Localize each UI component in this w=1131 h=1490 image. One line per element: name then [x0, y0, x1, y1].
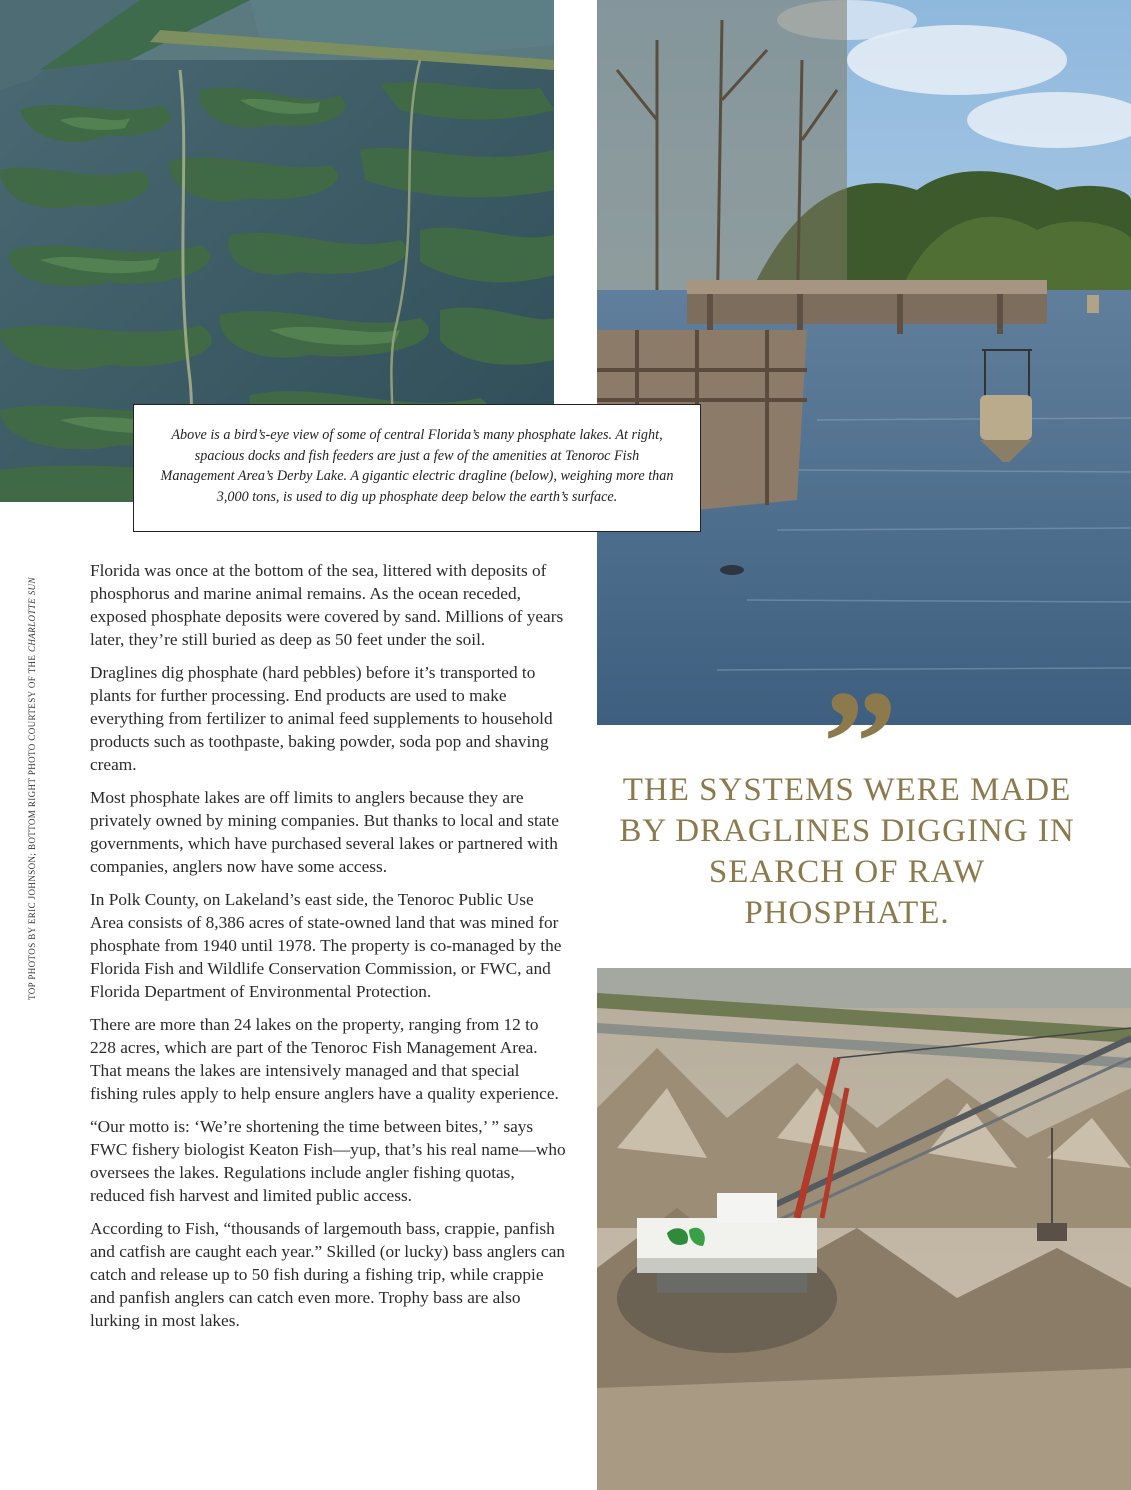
photo-credit-source: CHARLOTTE SUN	[27, 577, 37, 653]
photo-caption-text: Above is a bird’s-eye view of some of central Florida’s many phosphate lakes. At right, spacious docks and fish feeders are just a few of the amenities at Tenoroc Fish Management Area’s Derby Lake. A gigantic electric dragline (below), weighing more than 3,000 tons, is used to dig up phosphate deep below the earth’s surface.	[160, 427, 674, 505]
article-paragraph: “Our motto is: ‘We’re shortening the time between bites,’ ” says FWC fishery biologist Keaton Fish—yup, that’s his real name—who oversees the lakes. Regulations include angler fishing quotas, reduced fish harvest and limited public access.	[90, 1117, 566, 1205]
photo-credit	[27, 540, 37, 1000]
pull-quote: THE SYSTEMS WERE MADE BY DRAGLINES DIGGING IN SEARCH OF RAW PHOSPHATE.	[619, 772, 1075, 931]
article-paragraph: There are more than 24 lakes on the property, ranging from 12 to 228 acres, which are part of the Tenoroc Fish Management Area. That means the lakes are intensively managed and that special fishing rules apply to help ensure anglers have a quality experience.	[90, 1015, 559, 1103]
quote-mark-icon: ”	[822, 660, 898, 826]
article-paragraph: Most phosphate lakes are off limits to anglers because they are privately owned by mining companies. But thanks to local and state governments, which have purchased several lakes or partnered with companies, anglers now have some access.	[90, 788, 559, 876]
photo-caption	[133, 404, 701, 532]
derby-lake-docks-photo	[597, 0, 1131, 725]
photo-credit-text: TOP PHOTOS BY ERIC JOHNSON; BOTTOM RIGHT PHOTO COURTESY OF THE	[27, 654, 37, 1000]
electric-dragline-photo	[597, 968, 1131, 1490]
article-paragraph: In Polk County, on Lakeland’s east side, the Tenoroc Public Use Area consists of 8,386 acres of state-owned land that was mined for phosphate from 1940 until 1978. The property is co-managed by the Florida Fish and Wildlife Conservation Commission, or FWC, and Florida Department of Environmental Protection.	[90, 890, 562, 1001]
article-paragraph: According to Fish, “thousands of largemouth bass, crappie, panfish and catfish are caught each year.” Skilled (or lucky) bass anglers can catch and release up to 50 fish during a fishing trip, while crappie and panfish anglers can catch even more. Trophy bass are also lurking in most lakes.	[90, 1219, 566, 1330]
article-paragraph: Florida was once at the bottom of the sea, littered with deposits of phosphorus and marine animal remains. As the ocean receded, exposed phosphate deposits were covered by sand. Millions of years later, they’re still buried as deep as 50 feet under the soil.	[90, 561, 564, 649]
article-body	[90, 559, 568, 1342]
article-paragraph: Draglines dig phosphate (hard pebbles) before it’s transported to plants for further processing. End products are used to make everything from fertilizer to animal feed supplements to household products such as toothpaste, baking powder, soda pop and shaving cream.	[90, 663, 553, 774]
